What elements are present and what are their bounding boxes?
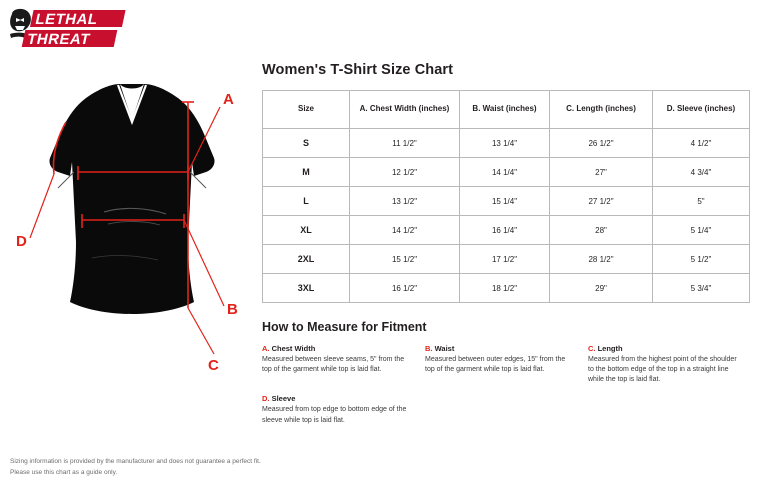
label-c: C	[208, 357, 219, 374]
brand-line2: THREAT	[25, 31, 92, 48]
cell-chest: 16 1/2"	[350, 274, 460, 303]
measure-item-waist	[425, 344, 588, 385]
cell-chest: 13 1/2"	[350, 187, 460, 216]
cell-chest: 11 1/2"	[350, 129, 460, 158]
cell-size: S	[263, 129, 350, 158]
measure-grid	[262, 344, 752, 435]
brand-logo	[8, 8, 128, 56]
measure-name: Length	[597, 344, 623, 353]
measure-name: Sleeve	[271, 394, 296, 404]
cell-length: 27 1/2"	[550, 187, 653, 216]
cell-sleeve: 5"	[653, 187, 750, 216]
measure-key: D.	[262, 394, 270, 404]
brand-line1: LETHAL	[33, 11, 100, 28]
measure-name: Chest Width	[271, 344, 316, 353]
cell-sleeve: 4 1/2"	[653, 129, 750, 158]
cell-length: 29"	[550, 274, 653, 303]
measure-text: Measured between outer edges, 15" from the top of the garment while top is laid flat.	[425, 356, 566, 374]
measure-name: Waist	[434, 344, 455, 353]
size-chart-table	[262, 90, 750, 303]
label-b: B	[227, 301, 238, 318]
table-row	[263, 274, 750, 303]
disclaimer-line-2: Please use this chart as a guide only.	[10, 468, 118, 476]
measure-text: Measured between sleeve seams, 5" from the top of the garment while top is laid flat.	[262, 356, 405, 374]
col-length: C. Length (inches)	[550, 91, 653, 129]
leader-d	[30, 174, 54, 238]
label-d: D	[16, 233, 27, 250]
cell-length: 28 1/2"	[550, 245, 653, 274]
table-row	[263, 158, 750, 187]
cell-waist: 14 1/4"	[460, 158, 550, 187]
measure-text: Measured from the highest point of the shoulder to the bottom edge of the top in a straight line while the top is laid flat.	[588, 356, 737, 384]
how-to-measure-section	[262, 320, 758, 435]
cell-sleeve: 5 1/2"	[653, 245, 750, 274]
cell-sleeve: 5 3/4"	[653, 274, 750, 303]
cell-size: 3XL	[263, 274, 350, 303]
disclaimer	[10, 457, 261, 478]
col-size: Size	[263, 91, 350, 129]
tshirt-illustration	[49, 84, 214, 314]
measure-item-length	[588, 344, 751, 385]
cell-waist: 13 1/4"	[460, 129, 550, 158]
table-row	[263, 129, 750, 158]
brand-wordmark	[22, 10, 126, 48]
measure-head	[262, 344, 411, 353]
measure-text: Measured from top edge to bottom edge of the sleeve while top is laid flat.	[262, 406, 407, 424]
disclaimer-line-1: Sizing information is provided by the manufacturer and does not guarantee a perfect fit.	[10, 458, 261, 466]
measure-key: B.	[425, 344, 433, 353]
col-chest: A. Chest Width (inches)	[350, 91, 460, 129]
cell-chest: 14 1/2"	[350, 216, 460, 245]
measure-item-chest	[262, 344, 425, 385]
page-title: Women's T-Shirt Size Chart	[262, 62, 454, 78]
col-sleeve: D. Sleeve (inches)	[653, 91, 750, 129]
how-to-measure-heading: How to Measure for Fitment	[262, 320, 427, 334]
measure-head	[425, 344, 574, 353]
cell-length: 28"	[550, 216, 653, 245]
leader-c	[188, 308, 214, 354]
table-row	[263, 187, 750, 216]
cell-sleeve: 4 3/4"	[653, 158, 750, 187]
content-column	[262, 62, 758, 435]
cell-waist: 18 1/2"	[460, 274, 550, 303]
measure-item-sleeve	[262, 394, 425, 425]
garment-diagram	[8, 62, 256, 374]
measure-key: C.	[588, 344, 596, 353]
cell-waist: 17 1/2"	[460, 245, 550, 274]
cell-sleeve: 5 1/4"	[653, 216, 750, 245]
table-header-row	[263, 91, 750, 129]
cell-size: XL	[263, 216, 350, 245]
measure-head	[588, 344, 737, 353]
table-row	[263, 216, 750, 245]
table-row	[263, 245, 750, 274]
col-waist: B. Waist (inches)	[460, 91, 550, 129]
cell-chest: 12 1/2"	[350, 158, 460, 187]
measure-head	[262, 394, 411, 403]
measure-key: A.	[262, 344, 270, 353]
cell-length: 26 1/2"	[550, 129, 653, 158]
cell-size: L	[263, 187, 350, 216]
cell-length: 27"	[550, 158, 653, 187]
label-a: A	[223, 91, 234, 108]
cell-size: M	[263, 158, 350, 187]
cell-waist: 16 1/4"	[460, 216, 550, 245]
cell-size: 2XL	[263, 245, 350, 274]
cell-waist: 15 1/4"	[460, 187, 550, 216]
cell-chest: 15 1/2"	[350, 245, 460, 274]
